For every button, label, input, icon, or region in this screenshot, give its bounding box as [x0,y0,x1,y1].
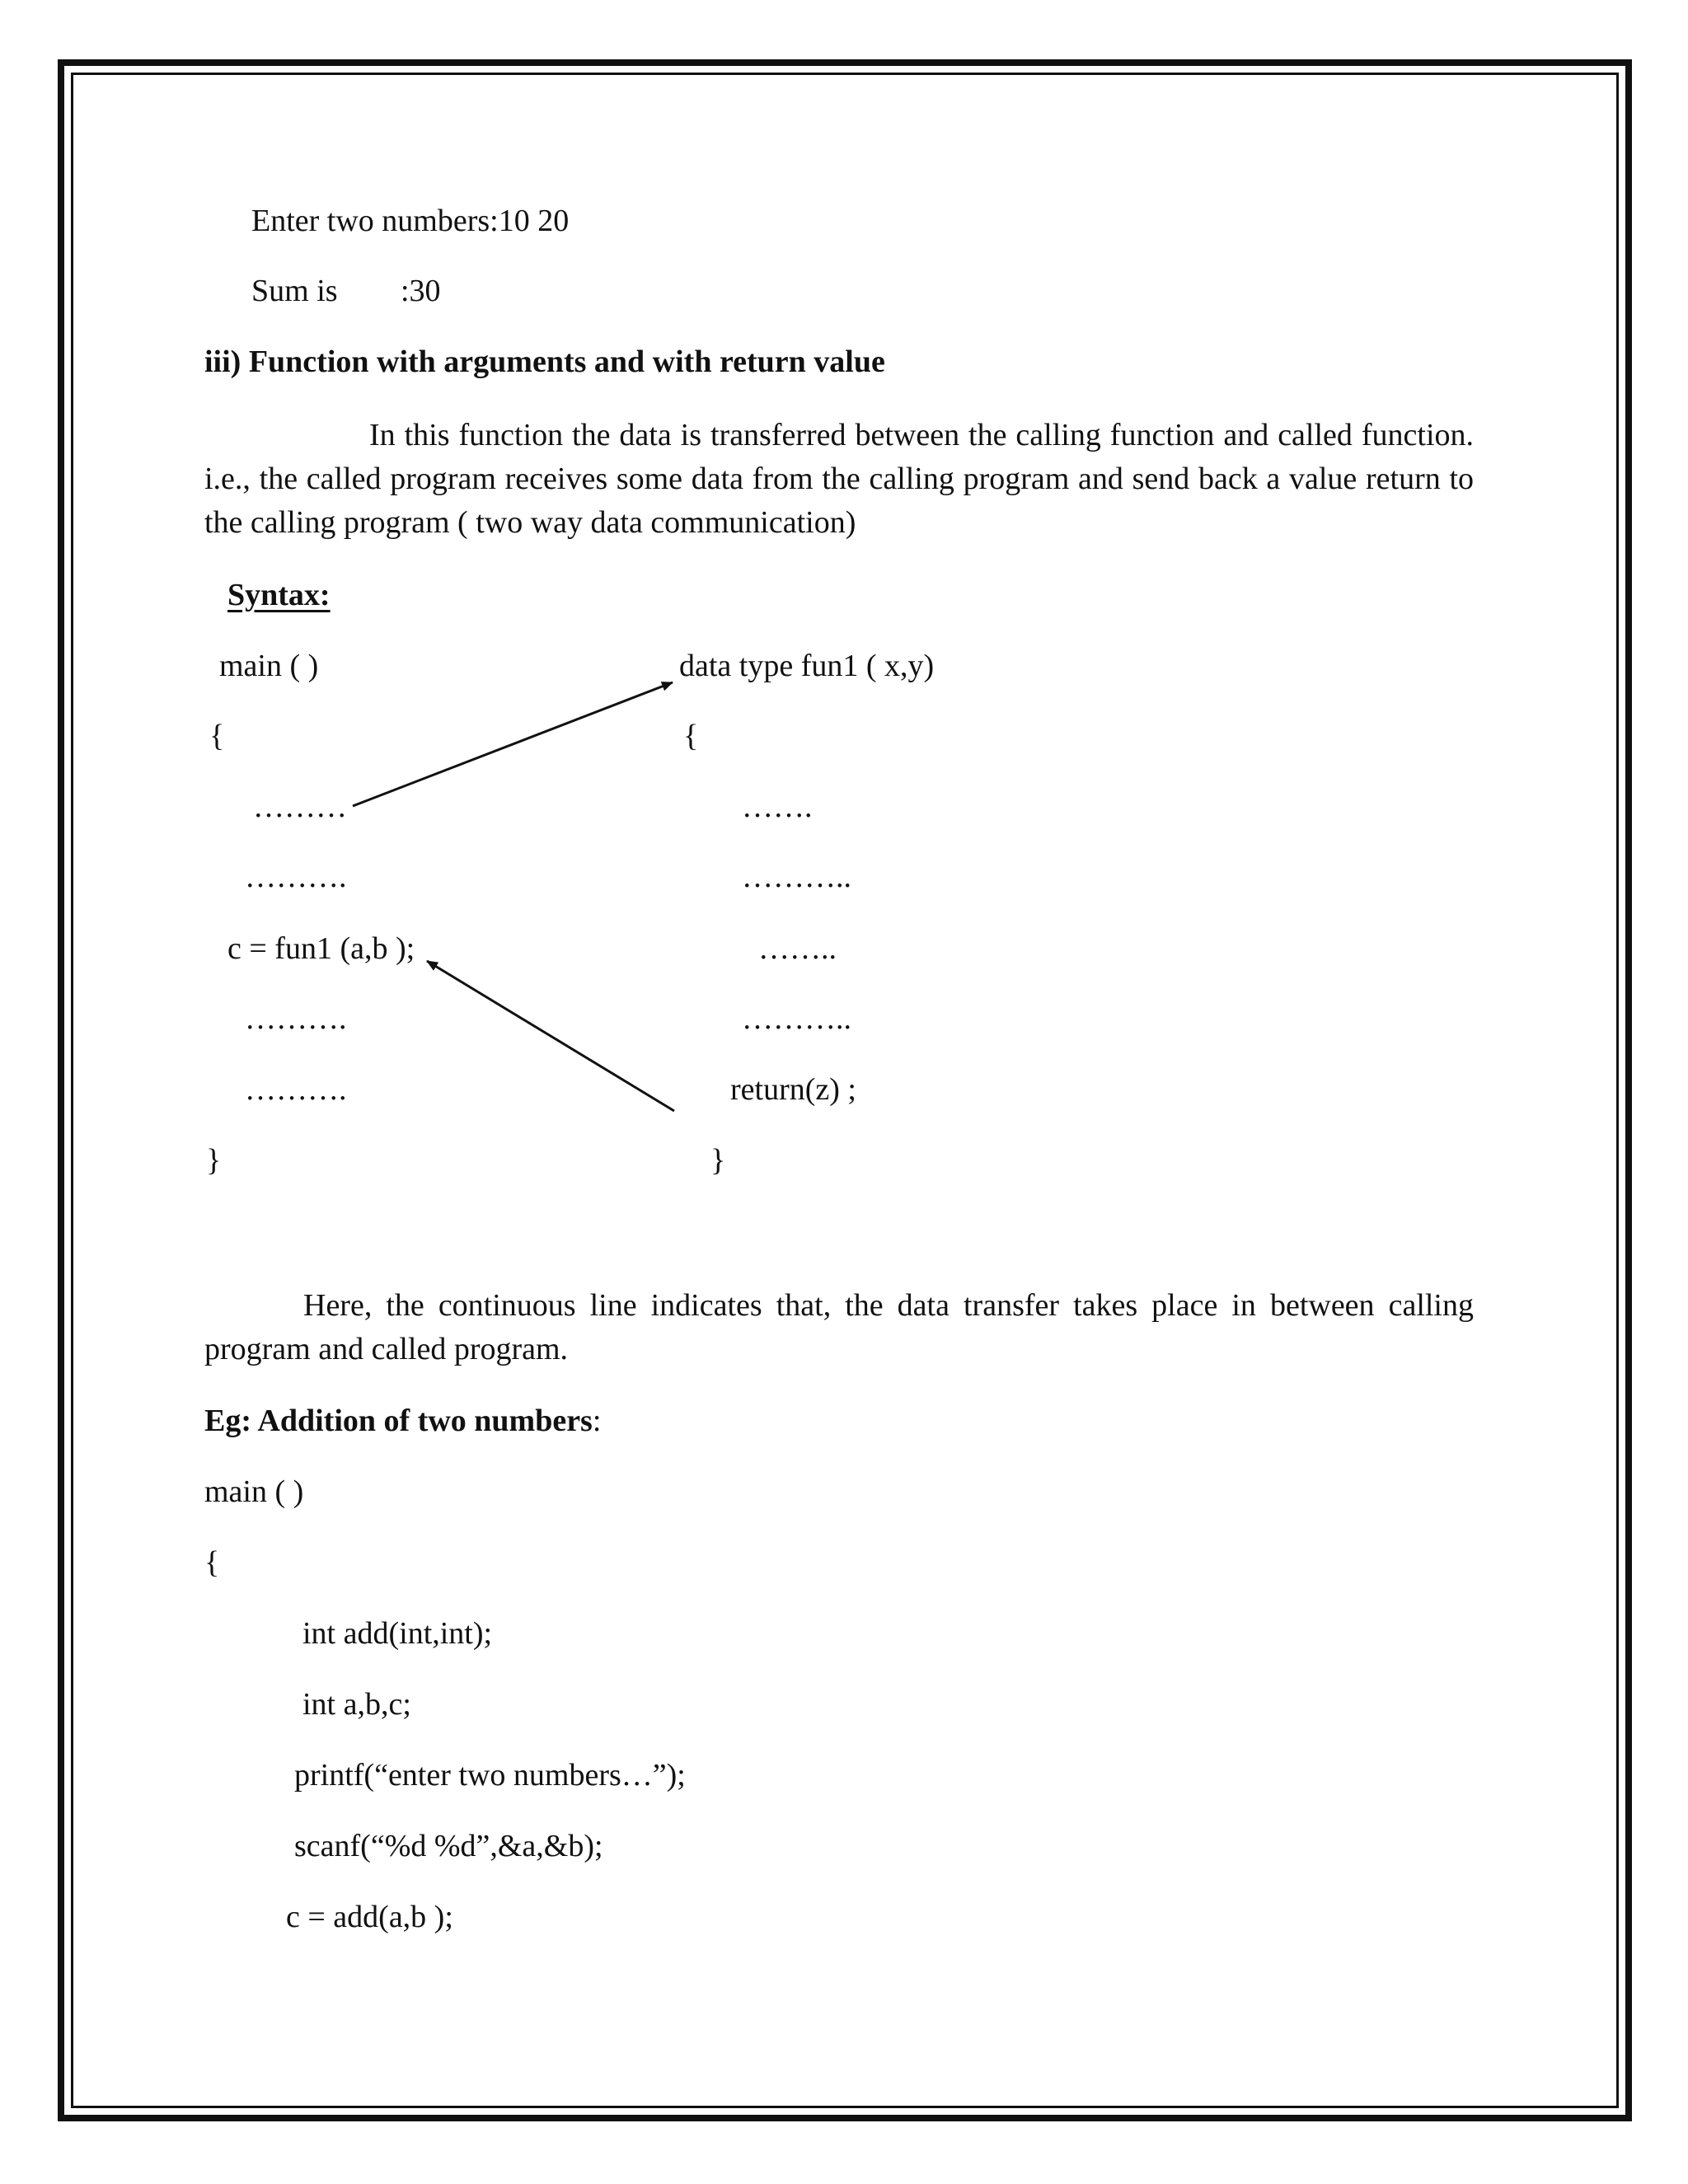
output-line-sum-value: :30 [401,274,441,308]
output-line-sum-label: Sum is [251,274,338,308]
arrow-call-to-function [353,682,673,806]
syntax-main-dots-3: ………. [245,1001,347,1036]
syntax-main-header: main ( ) [219,649,319,683]
output-line-enter: Enter two numbers:10 20 [251,204,570,238]
code-line: main ( ) [204,1474,304,1509]
code-line: int a,b,c; [302,1687,411,1722]
syntax-main-call: c = fun1 (a,b ); [227,931,415,966]
code-line: { [204,1545,220,1580]
syntax-main-close-brace: } [206,1143,222,1178]
example-heading-bold: Eg: Addition of two numbers [204,1404,593,1438]
syntax-fun1-header: data type fun1 ( x,y) [679,649,935,683]
code-line: c = add(a,b ); [286,1900,453,1934]
example-heading-colon: : [592,1404,602,1438]
syntax-main-dots-1: ……… [253,790,347,824]
syntax-fun1-dots-4: ……….. [742,1001,851,1036]
syntax-main-dots-2: ………. [245,860,347,894]
example-heading [204,1403,601,1439]
section-paragraph-text: In this function the data is transferred between the calling function and called function. i.e., the called program receives some data from the calling program and send back a value return to the calling program ( two way data communication) [204,418,1474,540]
syntax-fun1-open-brace: { [683,719,699,753]
code-line: int add(int,int); [302,1616,493,1651]
syntax-main-dots-4: ………. [245,1072,347,1107]
syntax-fun1-return: return(z) ; [730,1072,856,1107]
code-line: scanf(“%d %d”,&a,&b); [294,1829,603,1863]
note-paragraph [204,1284,1474,1371]
syntax-main-open-brace: { [209,719,225,753]
syntax-heading: Syntax: [227,578,331,612]
code-line: printf(“enter two numbers…”); [294,1758,686,1793]
syntax-fun1-dots-3: …….. [758,931,837,966]
section-heading: iii) Function with arguments and with return value [204,344,885,379]
syntax-fun1-close-brace: } [710,1143,726,1178]
syntax-fun1-dots-2: ……….. [742,860,851,894]
arrow-return-to-caller [427,961,674,1111]
syntax-fun1-dots-1: ……. [742,790,813,824]
note-paragraph-text: Here, the continuous line indicates that, the data transfer takes place in between calling program and called program. [204,1288,1474,1366]
